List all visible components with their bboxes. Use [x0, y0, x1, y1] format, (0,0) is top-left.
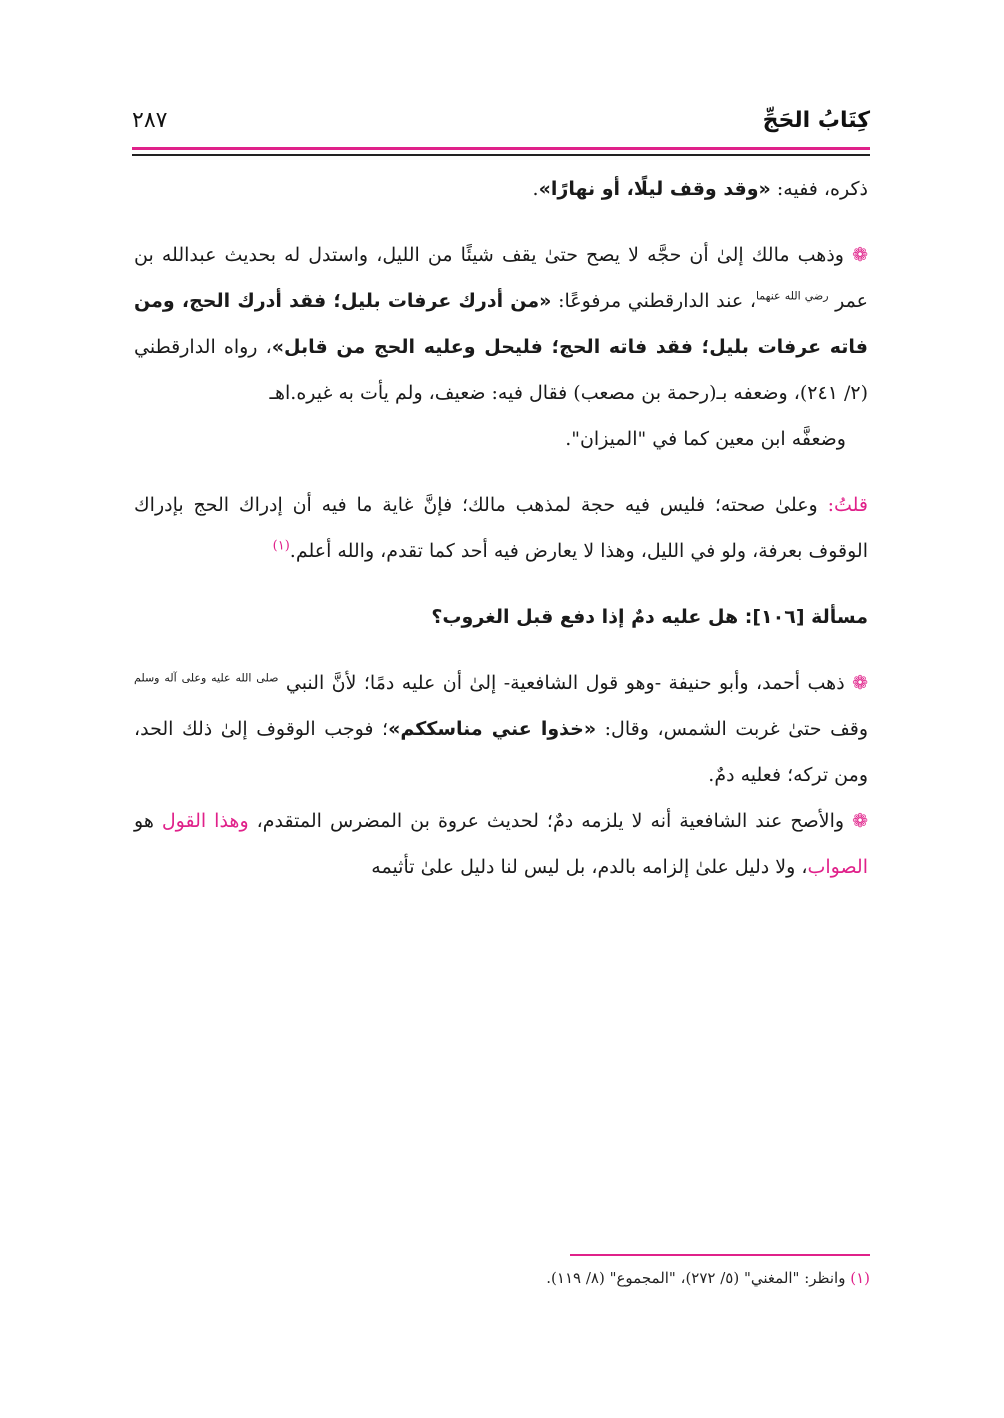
- footnote-text: وانظر: "المغني" (٥/ ٢٧٢)، "المجموع" (٨/ ١١٩).: [546, 1269, 851, 1287]
- paragraph-4: [134, 482, 868, 574]
- paragraph-1: [134, 166, 868, 212]
- p6-pink-a: وهذا القول: [161, 810, 249, 832]
- header-rule-pink: [132, 147, 870, 150]
- p5-text-b: وقف حتىٰ غربت الشمس، وقال:: [596, 718, 868, 740]
- p1-text: ذكره، ففيه:: [770, 178, 868, 200]
- flower-icon: ❁: [852, 810, 868, 832]
- p2-quote: «من أدرك عرفات بليل؛ فقد أدرك الحج، ومن فاته عرفات بليل؛ فقد فاته الحج؛ فليحل وعليه الحج من قابل»: [134, 290, 868, 358]
- page-number: ٢٨٧: [132, 108, 168, 133]
- masala-heading: مسألة [١٠٦]: هل عليه دمٌ إذا دفع قبل الغروب؟: [431, 606, 868, 628]
- honorific-radiya: رضي الله عنهما: [755, 289, 829, 303]
- p2-text-a: وذهب مالك إلىٰ أن حجَّه لا يصح حتىٰ يقف شيئًا من الليل، واستدل له بحديث عبدالله بن عمر: [134, 244, 868, 312]
- paragraph-6: [134, 798, 868, 890]
- flower-icon: ❁: [852, 672, 869, 694]
- p2-text-b: ، عند الدارقطني مرفوعًا:: [551, 290, 756, 312]
- p6-text-a: والأصح عند الشافعية أنه لا يلزمه دمٌ؛ لحديث عروة بن المضرس المتقدم،: [248, 810, 853, 832]
- footnote-number: (١): [850, 1269, 870, 1287]
- p1-end: .: [532, 178, 539, 200]
- page-body: [134, 166, 868, 890]
- p4-text: وعلىٰ صحته؛ فليس فيه حجة لمذهب مالك؛ فإنَّ غاية ما فيه أن إدراك الحج بإدراك الوقوف بعرفة، ولو في الليل، وهذا لا يعارض فيه أحد كما تقدم، والله أعلم.: [134, 494, 868, 562]
- paragraph-2: [134, 232, 868, 416]
- p5-text-a: ذهب أحمد، وأبو حنيفة -وهو قول الشافعية- إلىٰ أن عليه دمًا؛ لأنَّ النبي: [278, 672, 853, 694]
- page-header: [132, 108, 870, 146]
- footnote-ref: (١): [272, 538, 290, 554]
- p5-quote: «خذوا عني مناسككم»: [388, 718, 597, 740]
- flower-icon: ❁: [852, 244, 868, 266]
- p6-text-c: ، ولا دليل علىٰ إلزامه بالدم، بل ليس لنا دليل علىٰ تأثيمه: [371, 856, 808, 878]
- footnote-rule: [570, 1254, 870, 1256]
- p5-text-c: ؛ فوجب الوقوف إلىٰ ذلك الحد، ومن تركه؛ فعليه دمٌ.: [134, 718, 868, 786]
- p6-text-b: هو: [134, 810, 162, 832]
- paragraph-3: [134, 416, 868, 462]
- masala-paragraph: [134, 594, 868, 640]
- qult-label: قلتُ:: [827, 494, 868, 516]
- footnote: [136, 1266, 870, 1290]
- running-title: كِتَابُ الحَجِّ: [762, 108, 870, 133]
- p6-pink-b: الصواب: [807, 856, 868, 878]
- p2-text-c: ، رواه الدارقطني (٢/ ٢٤١)، وضعفه بـ(رحمة بن مصعب) فقال فيه: ضعيف، ولم يأت به غيره.اهـ: [134, 336, 868, 404]
- paragraph-5: [134, 660, 868, 798]
- honorific-salla: صلى الله عليه وعلى آله وسلم: [134, 671, 279, 685]
- p3-text: وضعفَّه ابن معين كما في "الميزان".: [565, 428, 846, 450]
- p1-quote: «وقد وقف ليلًا، أو نهارًا»: [538, 178, 771, 200]
- header-rule-black: [132, 154, 870, 156]
